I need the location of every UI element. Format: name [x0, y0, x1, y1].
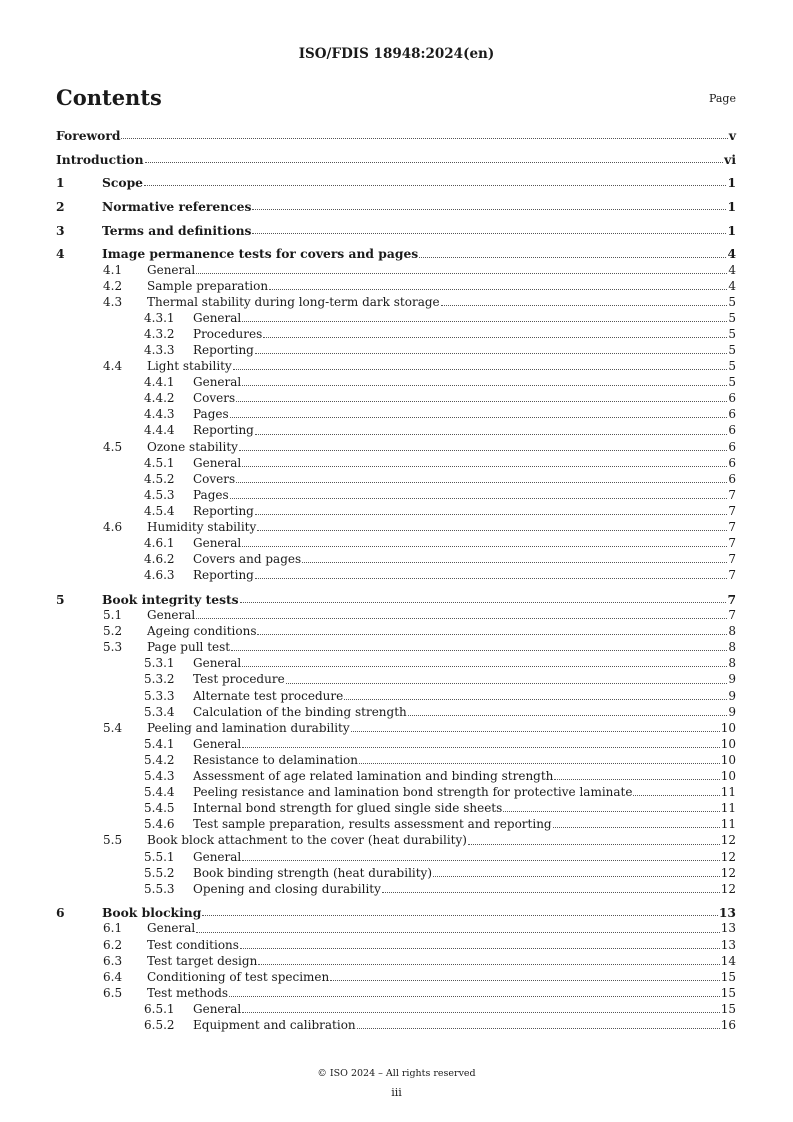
- toc-entry[interactable]: [56, 1018, 736, 1034]
- toc-entry[interactable]: [56, 624, 736, 640]
- toc-entry[interactable]: [56, 504, 736, 520]
- toc-entry-title: Resistance to delamination: [193, 752, 358, 767]
- toc-entry-title: Test target design: [147, 953, 258, 968]
- dot-leader: [357, 1028, 720, 1029]
- toc-entry-page: 10: [720, 752, 736, 767]
- toc-entry[interactable]: [56, 769, 736, 785]
- toc-entry-page: 11: [720, 817, 736, 832]
- dot-leader: [359, 763, 720, 764]
- dot-leader: [229, 996, 720, 997]
- toc-entry-title: Procedures: [193, 326, 263, 341]
- toc-entry-page: 7: [728, 536, 736, 551]
- dot-leader: [503, 811, 719, 812]
- toc-entry-page: 5: [728, 310, 736, 325]
- dot-leader: [344, 699, 727, 700]
- toc-entry-page: v: [728, 128, 736, 143]
- toc-entry-title: Alternate test procedure: [193, 688, 344, 703]
- toc-entry-number: 6.4: [103, 969, 123, 984]
- dot-leader: [468, 844, 720, 845]
- toc-entry-number: 5.5.3: [144, 881, 175, 896]
- contents-heading: Contents: [56, 85, 162, 110]
- toc-entry-page: 15: [720, 985, 736, 1000]
- toc-entry-title: Humidity stability: [147, 520, 257, 535]
- toc-entry-number: 5.3.1: [144, 656, 175, 671]
- toc-entry-number: 6.5: [103, 985, 123, 1000]
- dot-leader: [255, 353, 728, 354]
- dot-leader: [554, 779, 719, 780]
- dot-leader: [351, 731, 720, 732]
- toc-entry[interactable]: [56, 456, 736, 472]
- dot-leader: [553, 827, 720, 828]
- dot-leader: [239, 450, 727, 451]
- dot-leader: [633, 795, 719, 796]
- toc-entry[interactable]: [56, 472, 736, 488]
- toc-entry[interactable]: [56, 592, 736, 608]
- toc-entry-title: Thermal stability during long-term dark storage: [147, 294, 440, 309]
- toc-entry-title: Test procedure: [193, 672, 285, 687]
- toc-entry-number: 4.5.4: [144, 503, 175, 518]
- toc-entry-title: General: [193, 536, 242, 551]
- toc-entry[interactable]: [56, 689, 736, 705]
- toc-entry-title: General: [193, 656, 242, 671]
- toc-entry-page: 5: [728, 326, 736, 341]
- toc-entry[interactable]: [56, 246, 736, 262]
- toc-entry-title: Assessment of age related lamination and binding strength: [193, 769, 554, 784]
- toc-entry-title: Foreword: [56, 128, 121, 143]
- dot-leader: [242, 1012, 719, 1013]
- toc-entry-number: 1: [56, 175, 65, 191]
- toc-entry-page: 5: [728, 375, 736, 390]
- toc-entry-page: 7: [727, 592, 736, 607]
- toc-entry-title: General: [193, 455, 242, 470]
- toc-entry[interactable]: [56, 223, 736, 239]
- page-column-label: Page: [708, 92, 736, 105]
- toc-entry-title: Terms and definitions: [102, 222, 252, 238]
- toc-entry-number: 5.5.1: [144, 849, 175, 864]
- toc-entry-number: 4.3.3: [144, 343, 175, 357]
- toc-entry[interactable]: [56, 568, 736, 584]
- dot-leader: [252, 209, 726, 210]
- toc-entry[interactable]: [56, 882, 736, 898]
- dot-leader: [269, 289, 727, 290]
- dot-leader: [242, 385, 727, 386]
- dot-leader: [255, 434, 728, 435]
- toc-entry-title: Light stability: [147, 359, 232, 374]
- toc-entry-number: 5.3.3: [144, 688, 175, 703]
- dot-leader: [236, 482, 727, 483]
- toc-entry[interactable]: [56, 343, 736, 359]
- dot-leader: [419, 257, 726, 258]
- toc-entry[interactable]: [56, 407, 736, 423]
- table-of-contents: [56, 128, 736, 1034]
- toc-entry-number: 5: [56, 592, 65, 607]
- toc-entry-title: Reporting: [193, 343, 254, 357]
- toc-entry-number: 6.3: [103, 953, 123, 968]
- dot-leader: [242, 860, 719, 861]
- toc-entry-page: 6: [728, 407, 736, 422]
- toc-entry-title: Ozone stability: [147, 439, 238, 454]
- toc-entry-title: General: [147, 921, 196, 936]
- toc-entry-page: 7: [728, 487, 736, 502]
- toc-entry-title: Opening and closing durability: [193, 881, 381, 896]
- toc-entry-title: Book binding strength (heat durability): [193, 865, 433, 880]
- dot-leader: [242, 666, 727, 667]
- dot-leader: [196, 932, 719, 933]
- toc-entry[interactable]: [56, 175, 736, 191]
- toc-entry[interactable]: [56, 970, 736, 986]
- toc-entry-title: Reporting: [193, 503, 254, 518]
- dot-leader: [231, 650, 727, 651]
- dot-leader: [196, 273, 727, 274]
- toc-entry-number: 4: [56, 246, 65, 262]
- toc-entry-number: 6.1: [103, 921, 123, 936]
- toc-entry-number: 4.6.3: [144, 568, 175, 583]
- toc-entry-page: 4: [728, 278, 736, 293]
- toc-entry-page: 5: [728, 343, 736, 357]
- toc-entry-title: Normative references: [102, 199, 252, 215]
- toc-entry-number: 5.3.2: [144, 672, 175, 687]
- dot-leader: [236, 401, 727, 402]
- dot-leader: [242, 466, 727, 467]
- toc-entry-number: 5.5: [103, 833, 123, 848]
- toc-entry-number: 4.4.2: [144, 391, 175, 406]
- toc-entry[interactable]: [56, 440, 736, 456]
- toc-entry-page: 8: [728, 640, 736, 655]
- toc-entry[interactable]: [56, 359, 736, 375]
- toc-entry-number: 5.4.5: [144, 801, 175, 816]
- toc-entry-page: 12: [720, 865, 736, 880]
- toc-entry-number: 5.5.2: [144, 865, 175, 880]
- toc-entry[interactable]: [56, 672, 736, 688]
- toc-entry-title: Page pull test: [147, 640, 231, 655]
- toc-entry[interactable]: [56, 753, 736, 769]
- toc-entry-number: 6.5.1: [144, 1001, 175, 1016]
- toc-entry-title: Scope: [102, 175, 143, 191]
- toc-entry-page: 7: [728, 552, 736, 567]
- toc-entry-page: 10: [720, 736, 736, 751]
- toc-entry-title: General: [193, 1001, 242, 1016]
- toc-entry-page: 12: [720, 849, 736, 864]
- toc-entry-title: Reporting: [193, 568, 254, 583]
- toc-entry[interactable]: [56, 536, 736, 552]
- toc-entry[interactable]: [56, 705, 736, 721]
- toc-entry-number: 5.4.4: [144, 785, 175, 800]
- toc-entry-number: 6: [56, 905, 65, 921]
- toc-entry-page: 9: [728, 688, 736, 703]
- toc-entry[interactable]: [56, 905, 736, 921]
- dot-leader: [202, 915, 718, 916]
- toc-entry-page: 12: [720, 833, 736, 848]
- toc-entry-page: 13: [720, 937, 736, 952]
- toc-entry-number: 5.2: [103, 624, 123, 639]
- dot-leader: [196, 618, 727, 619]
- toc-entry-title: General: [193, 375, 242, 390]
- toc-entry[interactable]: [56, 375, 736, 391]
- toc-entry[interactable]: [56, 263, 736, 279]
- toc-entry-page: 6: [728, 471, 736, 486]
- toc-entry[interactable]: [56, 833, 736, 849]
- toc-entry-number: 4.4.4: [144, 423, 175, 438]
- toc-entry-title: General: [193, 849, 242, 864]
- toc-entry-number: 4.4.3: [144, 407, 175, 422]
- toc-entry-title: Sample preparation: [147, 278, 269, 293]
- toc-entry[interactable]: [56, 801, 736, 817]
- toc-entry[interactable]: [56, 640, 736, 656]
- toc-entry-title: General: [193, 310, 242, 325]
- toc-entry-title: Ageing conditions: [147, 624, 257, 639]
- toc-entry-title: Calculation of the binding strength: [193, 704, 407, 719]
- toc-entry-page: 8: [728, 624, 736, 639]
- toc-entry-page: vi: [724, 151, 736, 167]
- dot-leader: [144, 185, 726, 186]
- toc-entry-title: Book integrity tests: [102, 592, 239, 607]
- toc-entry-page: 6: [728, 423, 736, 438]
- toc-entry[interactable]: [56, 817, 736, 833]
- toc-entry-number: 5.4.6: [144, 817, 175, 832]
- dot-leader: [242, 546, 727, 547]
- toc-entry-page: 8: [728, 656, 736, 671]
- toc-entry-title: Book blocking: [102, 905, 202, 921]
- toc-entry-title: Test sample preparation, results assessment and reporting: [193, 817, 552, 832]
- toc-entry-page: 5: [728, 294, 736, 309]
- toc-entry[interactable]: [56, 608, 736, 624]
- toc-entry-number: 3: [56, 222, 65, 238]
- dot-leader: [441, 305, 728, 306]
- dot-leader: [382, 892, 720, 893]
- toc-entry[interactable]: [56, 391, 736, 407]
- toc-entry-number: 4.5.1: [144, 455, 175, 470]
- toc-entry-number: 4.6.1: [144, 536, 175, 551]
- toc-entry-number: 4.1: [103, 262, 123, 277]
- dot-leader: [230, 498, 728, 499]
- toc-entry-page: 9: [728, 704, 736, 719]
- dot-leader: [330, 980, 719, 981]
- toc-entry-number: 4.3.1: [144, 310, 175, 325]
- toc-entry-page: 5: [728, 359, 736, 374]
- toc-entry-title: Covers and pages: [193, 552, 302, 567]
- toc-entry-number: 6.5.2: [144, 1018, 175, 1033]
- toc-entry-number: 4.3.2: [144, 326, 175, 341]
- dot-leader: [408, 715, 728, 716]
- toc-entry-title: Book block attachment to the cover (heat durability): [147, 833, 467, 848]
- toc-entry[interactable]: [56, 152, 736, 168]
- page-number: iii: [391, 1086, 402, 1099]
- toc-entry-number: 5.4: [103, 720, 123, 735]
- toc-entry-title: Equipment and calibration: [193, 1018, 356, 1033]
- toc-entry-number: 4.2: [103, 278, 123, 293]
- toc-entry-page: 11: [720, 785, 736, 800]
- toc-entry-number: 4.6: [103, 520, 123, 535]
- dot-leader: [302, 562, 727, 563]
- toc-entry[interactable]: [56, 488, 736, 504]
- toc-entry-title: Test conditions: [147, 937, 239, 952]
- toc-entry-page: 7: [728, 503, 736, 518]
- toc-entry-page: 13: [720, 921, 736, 936]
- toc-entry[interactable]: [56, 520, 736, 536]
- toc-entry-number: 2: [56, 199, 65, 215]
- toc-entry-number: 5.3: [103, 640, 123, 655]
- toc-entry[interactable]: [56, 279, 736, 295]
- dot-leader: [240, 602, 727, 603]
- dot-leader: [121, 138, 727, 139]
- toc-entry-page: 11: [720, 801, 736, 816]
- toc-entry-page: 4: [728, 262, 736, 277]
- toc-entry-title: General: [193, 736, 242, 751]
- dot-leader: [240, 948, 720, 949]
- dot-leader: [258, 964, 719, 965]
- dot-leader: [252, 233, 726, 234]
- toc-entry-number: 5.1: [103, 608, 123, 623]
- dot-leader: [145, 162, 724, 163]
- dot-leader: [255, 514, 728, 515]
- toc-entry-page: 6: [728, 439, 736, 454]
- toc-entry-title: Covers: [193, 471, 236, 486]
- toc-entry-page: 7: [728, 520, 736, 535]
- dot-leader: [286, 683, 728, 684]
- toc-entry[interactable]: [56, 921, 736, 937]
- dot-leader: [433, 876, 720, 877]
- toc-entry[interactable]: [56, 295, 736, 311]
- dot-leader: [242, 747, 719, 748]
- dot-leader: [233, 369, 728, 370]
- toc-entry-page: 15: [720, 969, 736, 984]
- toc-entry-number: 4.4.1: [144, 375, 175, 390]
- toc-entry[interactable]: [56, 850, 736, 866]
- dot-leader: [230, 417, 728, 418]
- dot-leader: [257, 634, 727, 635]
- toc-entry-number: 4.5.3: [144, 487, 175, 502]
- toc-entry-number: 4.5: [103, 439, 123, 454]
- toc-entry-title: Peeling resistance and lamination bond strength for protective laminate: [193, 785, 633, 800]
- toc-entry-title: General: [147, 262, 196, 277]
- toc-entry-title: Image permanence tests for covers and pages: [102, 246, 419, 262]
- toc-entry-number: 6.2: [103, 937, 123, 952]
- toc-entry-title: Pages: [193, 487, 229, 502]
- toc-entry[interactable]: [56, 721, 736, 737]
- toc-entry-title: Reporting: [193, 423, 254, 438]
- toc-entry-title: Introduction: [56, 151, 144, 167]
- toc-entry-page: 12: [720, 881, 736, 896]
- toc-entry[interactable]: [56, 128, 736, 144]
- toc-entry[interactable]: [56, 552, 736, 568]
- toc-entry-page: 15: [720, 1001, 736, 1016]
- copyright-footer: © ISO 2024 – All rights reserved: [317, 1068, 476, 1079]
- toc-entry[interactable]: [56, 199, 736, 215]
- dot-leader: [242, 321, 727, 322]
- toc-entry-title: Covers: [193, 391, 236, 406]
- toc-entry[interactable]: [56, 311, 736, 327]
- toc-entry[interactable]: [56, 656, 736, 672]
- toc-entry-page: 7: [728, 568, 736, 583]
- dot-leader: [255, 578, 728, 579]
- toc-entry-number: 5.4.2: [144, 752, 175, 767]
- toc-entry-page: 14: [720, 953, 736, 968]
- toc-entry[interactable]: [56, 954, 736, 970]
- toc-entry-number: 4.4: [103, 359, 123, 374]
- toc-entry[interactable]: [56, 866, 736, 882]
- toc-entry-number: 4.3: [103, 294, 123, 309]
- toc-entry-page: 1: [727, 199, 736, 215]
- toc-entry-title: Pages: [193, 407, 229, 422]
- toc-entry-page: 6: [728, 391, 736, 406]
- toc-entry-page: 1: [727, 175, 736, 191]
- toc-entry-title: Test methods: [147, 985, 229, 1000]
- toc-entry[interactable]: [56, 938, 736, 954]
- toc-entry-number: 5.3.4: [144, 704, 175, 719]
- toc-entry-page: 13: [718, 905, 736, 921]
- toc-entry-number: 5.4.3: [144, 769, 175, 784]
- toc-entry[interactable]: [56, 1002, 736, 1018]
- toc-entry-title: General: [147, 608, 196, 623]
- dot-leader: [257, 530, 727, 531]
- toc-entry-page: 16: [720, 1018, 736, 1033]
- toc-entry[interactable]: [56, 785, 736, 801]
- toc-entry-page: 9: [728, 672, 736, 687]
- toc-entry-number: 4.6.2: [144, 552, 175, 567]
- toc-entry-page: 4: [727, 246, 736, 262]
- toc-entry[interactable]: [56, 737, 736, 753]
- toc-entry-page: 10: [720, 720, 736, 735]
- dot-leader: [263, 337, 727, 338]
- document-id: ISO/FDIS 18948:2024(en): [298, 46, 495, 62]
- toc-entry-title: Conditioning of test specimen: [147, 969, 330, 984]
- toc-entry[interactable]: [56, 327, 736, 343]
- toc-entry-number: 5.4.1: [144, 736, 175, 751]
- toc-entry-page: 10: [720, 769, 736, 784]
- toc-entry[interactable]: [56, 986, 736, 1002]
- toc-entry-title: Peeling and lamination durability: [147, 720, 350, 735]
- toc-entry-number: 4.5.2: [144, 471, 175, 486]
- toc-entry-page: 7: [728, 608, 736, 623]
- toc-entry[interactable]: [56, 423, 736, 439]
- toc-entry-page: 1: [727, 222, 736, 238]
- toc-entry-title: Internal bond strength for glued single side sheets: [193, 801, 503, 816]
- toc-entry-page: 6: [728, 455, 736, 470]
